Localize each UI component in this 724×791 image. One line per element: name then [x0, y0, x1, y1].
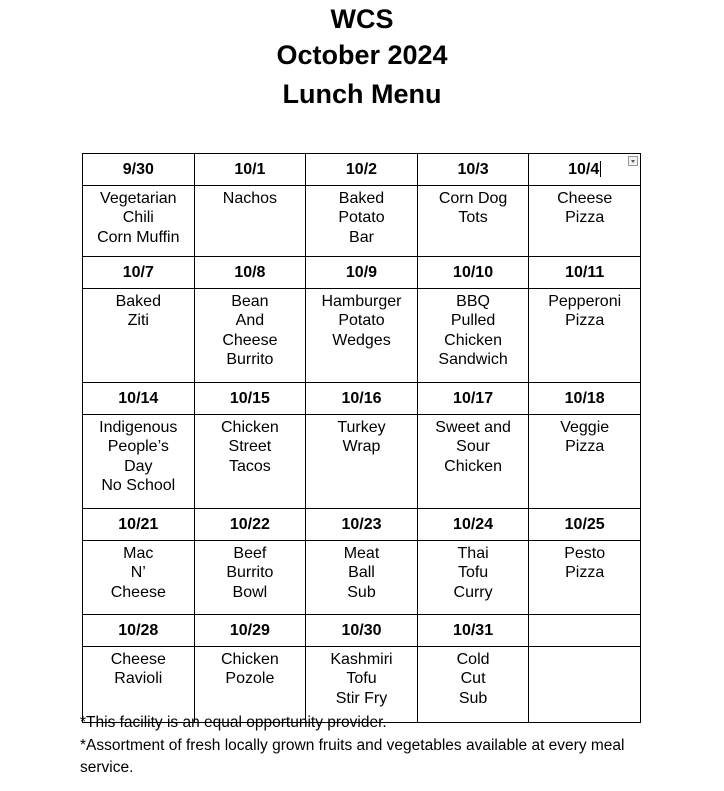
meal-line: Chicken — [220, 419, 279, 436]
meal-cell[interactable] — [194, 415, 306, 509]
date-cell[interactable] — [417, 615, 529, 647]
meal-cell[interactable] — [529, 541, 641, 615]
meal-line: Pizza — [565, 209, 605, 227]
meal-line: No School — [101, 476, 176, 494]
text-caret-icon — [600, 161, 601, 177]
meal-line: Kashmiri — [330, 651, 393, 668]
date-cell[interactable] — [529, 615, 641, 647]
date-cell[interactable] — [417, 257, 529, 289]
date-cell[interactable] — [417, 383, 529, 415]
meal-cell[interactable] — [529, 186, 641, 257]
meal-cell[interactable] — [83, 541, 195, 615]
meal-line: Cut — [460, 670, 486, 688]
meal-line: Pulled — [450, 312, 496, 330]
date-cell[interactable] — [83, 154, 195, 186]
date-label: 10/15 — [229, 389, 270, 407]
meal-line: Corn Dog — [438, 190, 508, 207]
meal-line: Pizza — [565, 438, 605, 456]
date-label: 10/17 — [453, 389, 494, 407]
meal-line: Cold — [456, 651, 490, 668]
meal-row — [83, 186, 641, 257]
date-label: 10/18 — [564, 389, 605, 407]
meal-line: Potato — [338, 312, 385, 330]
date-label: 10/21 — [118, 515, 159, 533]
date-label: 10/31 — [453, 621, 494, 639]
meal-line: Stir Fry — [335, 689, 388, 707]
date-cell[interactable] — [83, 509, 195, 541]
meal-line: Baked — [338, 190, 385, 207]
meal-row — [83, 289, 641, 383]
date-cell[interactable] — [529, 154, 641, 186]
meal-line: Wedges — [332, 331, 391, 349]
date-label: 10/28 — [118, 621, 159, 639]
date-cell[interactable] — [83, 257, 195, 289]
meal-line: Pizza — [565, 564, 605, 582]
meal-line: Mac — [123, 545, 154, 562]
date-label: 10/10 — [453, 263, 494, 281]
meal-line: BBQ — [456, 293, 490, 310]
date-label: 10/24 — [453, 515, 494, 533]
meal-line: Chili — [122, 209, 154, 227]
date-cell[interactable] — [306, 509, 418, 541]
meal-line: Sub — [458, 689, 488, 707]
meal-row — [83, 541, 641, 615]
meal-line: Burrito — [226, 564, 274, 582]
date-label: 10/22 — [229, 515, 270, 533]
lunch-menu-table — [82, 153, 641, 723]
date-cell[interactable] — [529, 257, 641, 289]
meal-cell[interactable] — [529, 289, 641, 383]
footnote-equal-opportunity: *This facility is an equal opportunity provider. — [80, 714, 387, 731]
meal-cell[interactable] — [417, 289, 529, 383]
meal-cell[interactable] — [194, 186, 306, 257]
meal-line: Potato — [338, 209, 385, 227]
meal-cell[interactable] — [83, 415, 195, 509]
meal-line: Thai — [457, 545, 489, 562]
date-row — [83, 509, 641, 541]
date-cell[interactable] — [306, 615, 418, 647]
meal-line: Chicken — [220, 651, 279, 668]
date-row — [83, 615, 641, 647]
meal-line: Tacos — [228, 457, 271, 475]
meal-line: Ravioli — [114, 670, 163, 688]
date-label: 10/11 — [565, 263, 605, 281]
date-label: 10/9 — [345, 263, 378, 281]
date-cell[interactable] — [529, 509, 641, 541]
date-cell[interactable] — [83, 383, 195, 415]
date-cell[interactable] — [194, 257, 306, 289]
meal-line: Sandwich — [438, 350, 508, 368]
date-label: 10/7 — [122, 263, 154, 281]
meal-line: Day — [124, 457, 153, 475]
footnote-fresh-produce: *Assortment of fresh locally grown fruits and vegetables available at every meal service. — [80, 737, 625, 776]
meal-line: Pepperoni — [548, 293, 622, 310]
date-label: 10/29 — [229, 621, 270, 639]
meal-line: And — [235, 312, 265, 330]
meal-cell[interactable] — [83, 186, 195, 257]
meal-line: Curry — [453, 583, 493, 601]
meal-line: Nachos — [222, 190, 278, 207]
date-cell[interactable] — [417, 154, 529, 186]
date-label: 10/3 — [457, 160, 489, 178]
date-cell[interactable] — [194, 154, 306, 186]
menu-month: October 2024 — [276, 40, 448, 70]
date-cell[interactable] — [417, 509, 529, 541]
meal-line: Street — [228, 438, 272, 456]
date-cell[interactable] — [83, 615, 195, 647]
meal-line: Chicken — [444, 331, 502, 349]
meal-line: Ziti — [127, 312, 149, 330]
date-cell[interactable] — [194, 383, 306, 415]
meal-cell[interactable] — [306, 186, 418, 257]
meal-line: Sub — [347, 583, 376, 601]
meal-line: Hamburger — [321, 293, 402, 310]
meal-cell[interactable] — [417, 415, 529, 509]
meal-cell[interactable] — [306, 415, 418, 509]
meal-line: Sour — [456, 438, 490, 456]
dropdown-arrow-icon[interactable] — [628, 156, 638, 166]
date-label: 10/1 — [234, 160, 266, 178]
meal-line: Corn Muffin — [97, 228, 180, 246]
meal-line: Cheese — [557, 190, 613, 207]
meal-line: Cheese — [110, 583, 166, 601]
date-row — [83, 383, 641, 415]
meal-cell[interactable] — [529, 415, 641, 509]
meal-line: Bean — [231, 293, 269, 310]
date-cell[interactable] — [194, 509, 306, 541]
date-label: 10/23 — [341, 515, 382, 533]
meal-row — [83, 415, 641, 509]
date-cell[interactable] — [529, 383, 641, 415]
meal-line: Beef — [233, 545, 267, 562]
meal-line: Bar — [349, 228, 374, 246]
meal-line: Tofu — [346, 670, 377, 688]
meal-line: Wrap — [342, 438, 381, 456]
date-cell[interactable] — [306, 257, 418, 289]
meal-cell[interactable] — [194, 541, 306, 615]
date-label: 10/8 — [234, 263, 266, 281]
meal-line: Pozole — [225, 670, 275, 688]
school-name: WCS — [330, 4, 394, 34]
meal-line: Baked — [115, 293, 161, 310]
date-label: 10/16 — [341, 389, 382, 407]
meal-cell[interactable] — [83, 289, 195, 383]
date-label: 10/2 — [345, 160, 378, 178]
date-label: 9/30 — [122, 160, 154, 178]
date-cell[interactable] — [306, 383, 418, 415]
meal-cell[interactable] — [417, 186, 529, 257]
meal-line: Indigenous — [99, 419, 178, 436]
meal-cell[interactable] — [306, 289, 418, 383]
date-row — [83, 257, 641, 289]
meal-line: Cheese — [110, 651, 166, 668]
meal-line: Tofu — [457, 564, 489, 582]
meal-line: Chicken — [444, 457, 502, 475]
meal-line: Burrito — [226, 350, 274, 368]
date-label: 10/30 — [341, 621, 382, 639]
date-cell[interactable] — [194, 615, 306, 647]
meal-line: Cheese — [222, 331, 278, 349]
meal-line: Meat — [343, 545, 380, 562]
meal-line: Bowl — [232, 583, 268, 601]
meal-cell[interactable] — [306, 541, 418, 615]
meal-line: Pesto — [564, 545, 606, 562]
meal-cell[interactable] — [194, 289, 306, 383]
meal-line: Turkey — [337, 419, 386, 436]
meal-line: Pizza — [565, 312, 605, 330]
meal-line: Veggie — [560, 419, 610, 436]
date-label: 10/14 — [118, 389, 159, 407]
meal-line: N’ — [130, 564, 146, 582]
meal-cell[interactable] — [417, 541, 529, 615]
date-label: 10/4 — [568, 160, 600, 178]
meal-line: Tots — [458, 209, 488, 227]
meal-line: Vegetarian — [100, 190, 177, 207]
date-label: 10/25 — [564, 515, 605, 533]
menu-title: Lunch Menu — [282, 79, 442, 109]
meal-line: People’s — [107, 438, 169, 456]
date-cell[interactable] — [306, 154, 418, 186]
meal-line: Sweet and — [435, 419, 511, 436]
meal-line: Ball — [348, 564, 375, 582]
date-row — [83, 154, 641, 186]
